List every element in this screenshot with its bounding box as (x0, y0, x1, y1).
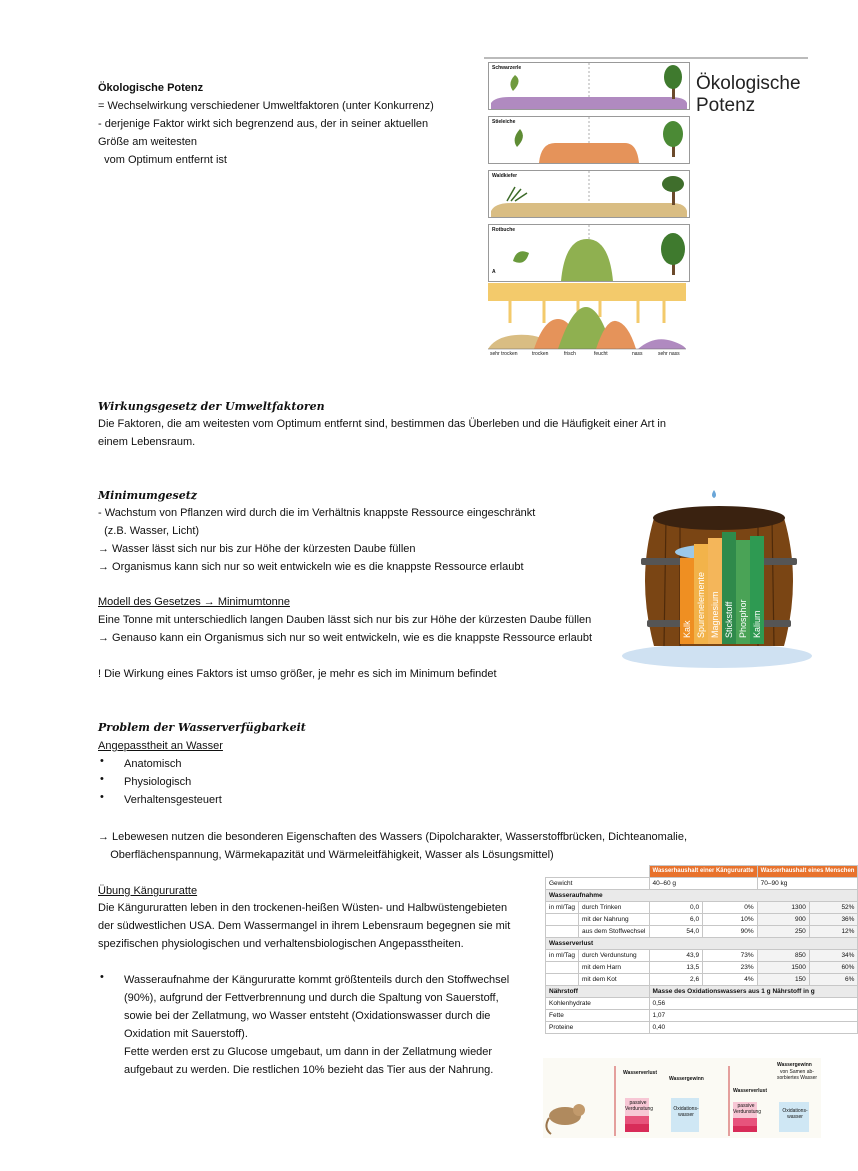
section-title-oekologische-potenz: Ökologische Potenz (98, 82, 204, 94)
bullet-item: Verhaltensgesteuert (124, 794, 222, 806)
label: Wassergewinn (669, 1076, 704, 1082)
bullet-dot: • (100, 773, 104, 785)
cell: 1,07 (649, 1010, 858, 1022)
cell: 73% (703, 950, 758, 962)
row-label: Gewicht (546, 878, 650, 890)
paragraph-line: → Lebewesen nutzen die besonderen Eigenschaften des Wassers (Dipolcharakter, Wasserstoffbrücken, Dichteanomalie, (98, 831, 688, 843)
cell: durch Trinken (579, 902, 649, 914)
cell: 2,6 (649, 974, 703, 986)
species-panel-waldkiefer (488, 170, 690, 218)
cell: 10% (703, 914, 758, 926)
cell: 850 (757, 950, 809, 962)
paragraph-line: - derjenige Faktor wirkt sich begrenzend aus, der in seiner aktuellen (98, 118, 429, 130)
cell: 23% (703, 962, 758, 974)
paragraph-line: = Wechselwirkung verschiedener Umweltfaktoren (unter Konkurrenz) (98, 100, 434, 112)
table-row (546, 914, 858, 926)
tolerance-curve (489, 117, 689, 163)
label: passive Verdunstung (733, 1103, 762, 1115)
cell: 34% (809, 950, 858, 962)
paragraph-line: → Organismus kann sich nur so weit entwickeln wie es die knappste Ressource erlaubt (98, 561, 524, 573)
section-row: Masse des Oxidationswassers aus 1 g Nährstoff in g (649, 986, 858, 998)
stave-label: Phosphor (738, 599, 748, 638)
bullet-text-line: Oxidation mit Sauerstoff). (124, 1028, 248, 1040)
bullet-dot: • (100, 791, 104, 803)
cell: 12% (809, 926, 858, 938)
cell: mit dem Harn (579, 962, 649, 974)
panel-letter: A (492, 269, 496, 275)
table-row (546, 1022, 858, 1034)
bullet-text-line: Fette werden erst zu Glucose umgebaut, um dann in der Zellatmung wieder (124, 1046, 493, 1058)
figure-title-line: Potenz (696, 95, 756, 116)
cell: 1300 (757, 902, 809, 914)
header-human: Wasserhaushalt eines Menschen (757, 866, 858, 878)
tolerance-curve (489, 63, 689, 109)
cell: 6,0 (649, 914, 703, 926)
section-title-wirkungsgesetz: Wirkungsgesetz der Umweltfaktoren (98, 400, 325, 413)
table-row (546, 902, 858, 914)
cell: 36% (809, 914, 858, 926)
axis-label: sehr trocken (490, 351, 518, 357)
table-row (546, 962, 858, 974)
cell: 60% (809, 962, 858, 974)
paragraph-line: Größe am weitesten (98, 136, 198, 148)
species-panel-schwarzerle (488, 62, 690, 110)
table-row (546, 1010, 858, 1022)
table-row (546, 974, 858, 986)
paragraph-line: - Wachstum von Pflanzen wird durch die im Verhältnis knappste Ressource eingeschränkt (98, 507, 536, 519)
cell: Proteine (546, 1022, 650, 1034)
figure-top-rule (484, 57, 808, 59)
axis-label: nass (632, 351, 643, 357)
cell: 250 (757, 926, 809, 938)
cell: 13,5 (649, 962, 703, 974)
paragraph-line: → Wasser lässt sich nur bis zur Höhe der kürzesten Daube füllen (98, 543, 416, 555)
ecological-potency-figure (484, 57, 808, 362)
cell: 0,0 (649, 902, 703, 914)
axis-label: feucht (594, 351, 608, 357)
cell: 52% (809, 902, 858, 914)
tolerance-curve (489, 225, 689, 281)
panel-label: Rotbuche (492, 227, 516, 233)
water-balance-table (545, 865, 858, 1034)
cell: 1500 (757, 962, 809, 974)
cell: 54,0 (649, 926, 703, 938)
species-panel-stieleiche (488, 116, 690, 164)
cell: mit dem Kot (579, 974, 649, 986)
axis-label: sehr nass (658, 351, 680, 357)
cell: 90% (703, 926, 758, 938)
label: Oxidations-wasser (782, 1108, 808, 1120)
subtitle: Angepasstheit an Wasser (98, 740, 223, 752)
cell: 0% (703, 902, 758, 914)
paragraph-line: einem Lebensraum. (98, 436, 196, 448)
bullet-item: Anatomisch (124, 758, 182, 770)
note-line: ! Die Wirkung eines Faktors ist umso größer, je mehr es sich im Minimum befindet (98, 668, 497, 680)
cell: 4% (703, 974, 758, 986)
cell: Kohlenhydrate (546, 998, 650, 1010)
paragraph-line: → Genauso kann ein Organismus sich nur so weit entwickeln, wie es die knappste Ressource erlaubt (98, 632, 593, 644)
paragraph-line: (z.B. Wasser, Licht) (98, 525, 200, 537)
water-comparison-illustration (543, 1058, 821, 1138)
paragraph-line: Die Faktoren, die am weitesten vom Optimum entfernt sind, bestimmen das Überleben und die Häufigkeit einer Art in (98, 418, 666, 430)
model-title: Modell des Gesetzes → Minimumtonne (98, 596, 290, 608)
cell: 40–60 g (649, 878, 757, 890)
paragraph-line: Eine Tonne mit unterschiedlich langen Dauben lässt sich nur bis zur Höhe der kürzesten Daube füllen (98, 614, 592, 626)
header-kangaroo-rat: Wasserhaushalt einer Kängururatte (649, 866, 757, 878)
cell: durch Verdunstung (579, 950, 649, 962)
bullet-text-line: sowie bei der Zellatmung, wo Wasser entsteht (Oxidationswasser durch die (124, 1010, 491, 1022)
table-row (546, 950, 858, 962)
panel-label: Schwarzerle (492, 65, 522, 71)
unit-cell: in ml/Tag (546, 902, 579, 914)
section-row: Wasserverlust (546, 938, 858, 950)
figure-title-line: Ökologische (696, 73, 801, 94)
label: Oxidations-wasser (673, 1106, 699, 1118)
stave-label: Spurenelemente (696, 571, 706, 638)
bullet-text-line: aufgebaut zu werden. Die restlichen 10% bezieht das Tier aus der Nahrung. (124, 1064, 494, 1076)
cell: 0,56 (649, 998, 858, 1010)
cell: 6% (809, 974, 858, 986)
stave-label: Kalium (752, 610, 762, 638)
table-row (546, 926, 858, 938)
paragraph-line: Oberflächenspannung, Wärmekapazität und Wärmeleitfähigkeit, Wasser als Lösungsmittel) (98, 849, 554, 861)
axis-label: trocken (532, 351, 549, 357)
section-row: Wasseraufnahme (546, 890, 858, 902)
species-panel-rotbuche (488, 224, 690, 282)
stave-label: Kalk (682, 620, 692, 638)
cell: 70–90 kg (757, 878, 858, 890)
cell: mit der Nahrung (579, 914, 649, 926)
cell: 900 (757, 914, 809, 926)
section-title-minimumgesetz: Minimumgesetz (98, 489, 198, 502)
cell: Fette (546, 1010, 650, 1022)
label: Wassergewinn (777, 1062, 812, 1068)
axis-label: frisch (564, 351, 576, 357)
stave-label: Stickstoff (724, 601, 734, 638)
label: passive Verdunstung (625, 1100, 654, 1112)
bullet-dot: • (100, 755, 104, 767)
label: von Samen ab-sorbiertes Wasser (776, 1069, 818, 1081)
tolerance-curve (489, 171, 689, 217)
paragraph-line: spezifischen physiologischen und verhaltensbiologischen Angepasstheiten. (98, 938, 464, 950)
section-row: Nährstoff (546, 986, 650, 998)
bullet-item: Physiologisch (124, 776, 192, 788)
cell: 150 (757, 974, 809, 986)
figure-title (696, 73, 801, 117)
table-row (546, 998, 858, 1010)
cell: 0,40 (649, 1022, 858, 1034)
minimum-barrel-illustration (622, 488, 822, 674)
unit-cell: in ml/Tag (546, 950, 579, 962)
bullet-text-line: Wasseraufnahme der Kängururatte kommt größtenteils durch den Stoffwechsel (124, 974, 510, 986)
paragraph-line: der südwestlichen USA. Dem Wassermangel in ihrem Lebensraum begegnen sie mit (98, 920, 511, 932)
label: Wasserverlust (733, 1088, 767, 1094)
cell: 43,9 (649, 950, 703, 962)
section-title-wasserverfuegbarkeit: Problem der Wasserverfügbarkeit (98, 721, 306, 734)
stave-label: Magnesium (710, 591, 720, 638)
panel-label: Waldkiefer (492, 173, 518, 179)
paragraph-line: vom Optimum entfernt ist (98, 154, 227, 166)
cell: aus dem Stoffwechsel (579, 926, 649, 938)
bullet-dot: • (100, 971, 104, 983)
exercise-title: Übung Kängururatte (98, 885, 198, 897)
bullet-text-line: (90%), aufgrund der Fettverbrennung und durch die Spaltung von Sauerstoff, (124, 992, 499, 1004)
panel-label: Stieleiche (492, 119, 516, 125)
label: Wasserverlust (623, 1070, 657, 1076)
paragraph-line: Die Kängururatten leben in den trockenen-heißen Wüsten- und Halbwüstengebieten (98, 902, 508, 914)
